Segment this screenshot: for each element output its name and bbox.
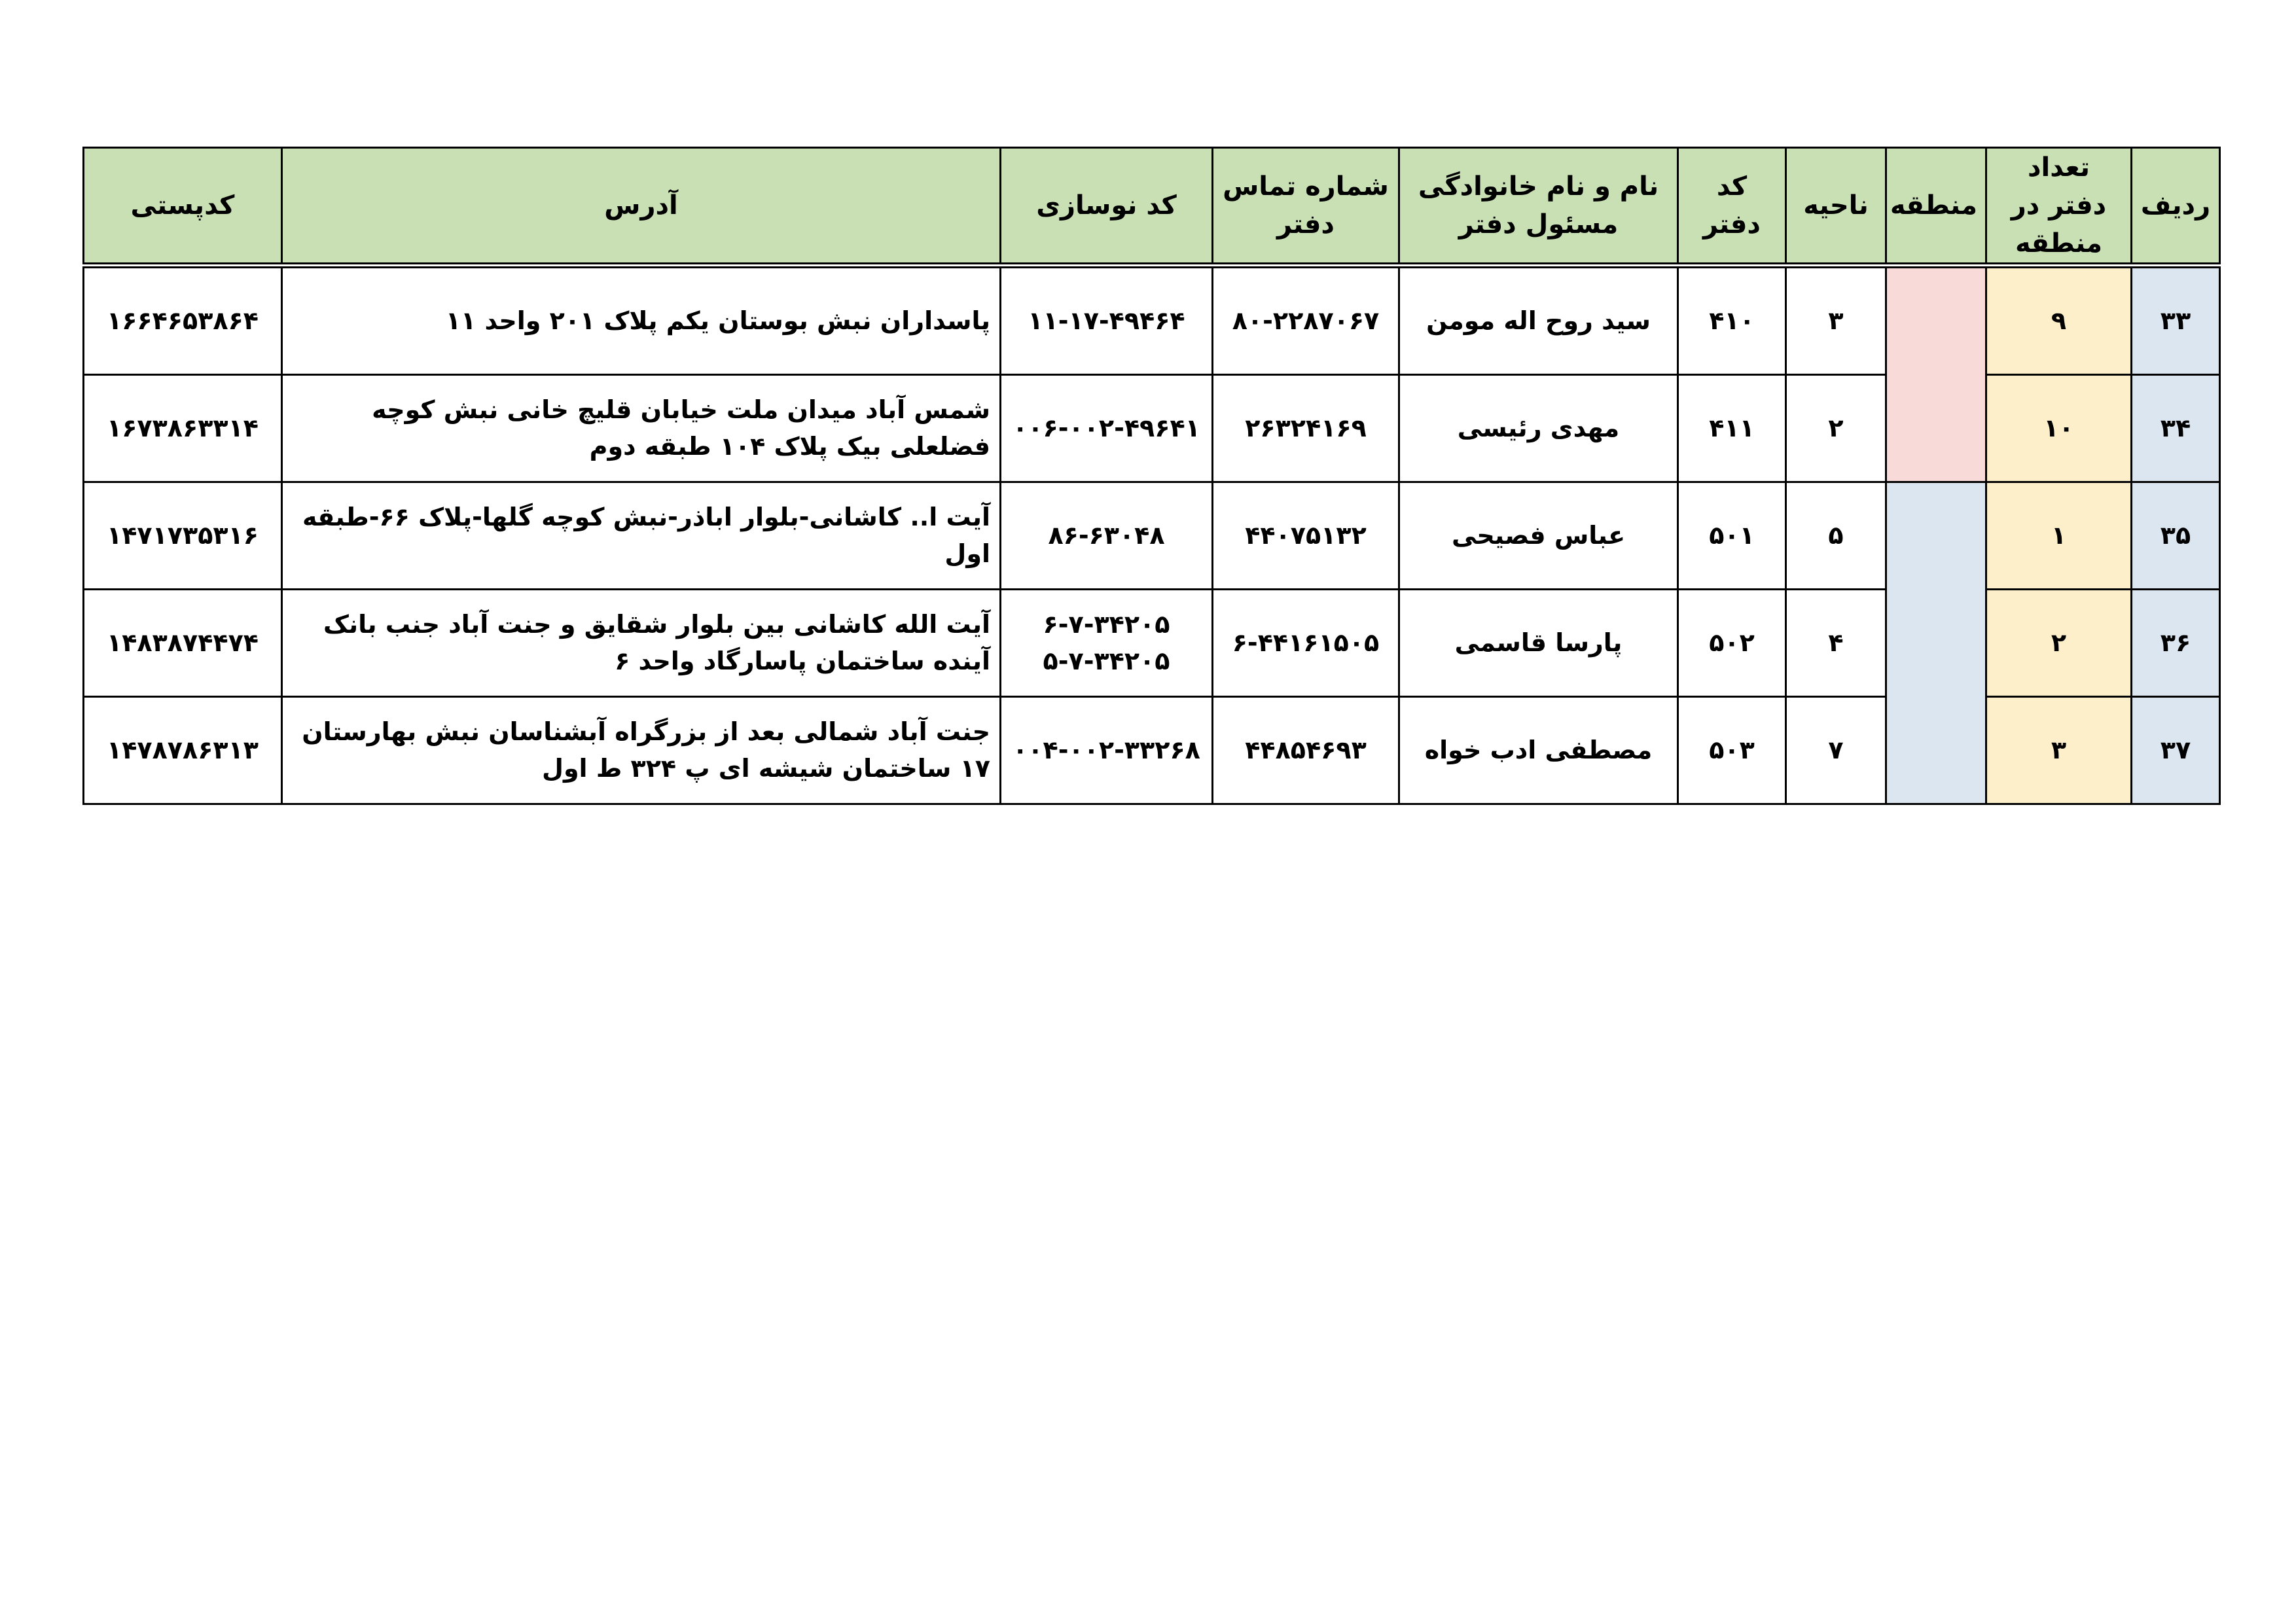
- row-number: ۳۶: [2132, 590, 2220, 697]
- header-renovation-code: کد نوسازی: [1001, 148, 1213, 266]
- row-number: ۳۷: [2132, 697, 2220, 804]
- office-count: ۱۰: [1986, 375, 2132, 482]
- phone-number: ۶-۴۴۱۶۱۵۰۵: [1213, 590, 1399, 697]
- office-count: ۹: [1986, 266, 2132, 375]
- zone-cell: [1886, 482, 1986, 804]
- phone-number: ۴۴۰۷۵۱۳۲: [1213, 482, 1399, 590]
- postal-code: ۱۴۷۱۷۳۵۳۱۶: [84, 482, 282, 590]
- district: ۵: [1786, 482, 1886, 590]
- office-code: ۴۱۰: [1678, 266, 1786, 375]
- office-code: ۵۰۳: [1678, 697, 1786, 804]
- renovation-code: ۰۰۴-۰۰۲-۳۳۲۶۸: [1001, 697, 1213, 804]
- office-code: ۵۰۱: [1678, 482, 1786, 590]
- district: ۴: [1786, 590, 1886, 697]
- address: آیت الله کاشانی بین بلوار شقایق و جنت آباد جنب بانک آینده ساختمان پاسارگاد واحد ۶: [282, 590, 1001, 697]
- address: جنت آباد شمالی بعد از بزرگراه آبشناسان نبش بهارستان ۱۷ ساختمان شیشه ای پ ۳۲۴ ط اول: [282, 697, 1001, 804]
- office-count: ۲: [1986, 590, 2132, 697]
- postal-code: ۱۴۸۳۸۷۴۴۷۴: [84, 590, 282, 697]
- header-office-code: کد دفتر: [1678, 148, 1786, 266]
- zone-cell: [1886, 266, 1986, 482]
- renovation-code: [1001, 590, 1213, 697]
- postal-code: ۱۶۶۴۶۵۳۸۶۴: [84, 266, 282, 375]
- phone-number: ۴۴۸۵۴۶۹۳: [1213, 697, 1399, 804]
- header-district: ناحیه: [1786, 148, 1886, 266]
- address: پاسداران نبش بوستان یکم پلاک ۲۰۱ واحد ۱۱: [282, 266, 1001, 375]
- renovation-code: ۸۶-۶۳۰۴۸: [1001, 482, 1213, 590]
- header-row-number: ردیف: [2132, 148, 2220, 266]
- header-postal-code: کدپستی: [84, 148, 282, 266]
- offices-table-container: [82, 147, 2219, 805]
- phone-number: ۸۰-۲۲۸۷۰۶۷: [1213, 266, 1399, 375]
- header-manager: نام و نام خانوادگی مسئول دفتر: [1399, 148, 1678, 266]
- manager-name: سید روح اله مومن: [1399, 266, 1678, 375]
- renovation-code-line: ۶-۷-۳۴۲۰۵: [1043, 610, 1170, 639]
- table-row: [84, 266, 2220, 375]
- district: ۲: [1786, 375, 1886, 482]
- office-count: ۳: [1986, 697, 2132, 804]
- manager-name: مهدی رئیسی: [1399, 375, 1678, 482]
- header-phone: شماره تماس دفتر: [1213, 148, 1399, 266]
- manager-name: عباس فصیحی: [1399, 482, 1678, 590]
- header-zone: منطقه: [1886, 148, 1986, 266]
- row-number: ۳۳: [2132, 266, 2220, 375]
- address: شمس آباد میدان ملت خیابان قلیچ خانی نبش کوچه فضلعلی بیک پلاک ۱۰۴ طبقه دوم: [282, 375, 1001, 482]
- office-code: ۵۰۲: [1678, 590, 1786, 697]
- postal-code: ۱۶۷۳۸۶۳۳۱۴: [84, 375, 282, 482]
- district: ۳: [1786, 266, 1886, 375]
- row-number: ۳۴: [2132, 375, 2220, 482]
- table-header-row: [84, 148, 2220, 266]
- renovation-code-line: ۵-۷-۳۴۲۰۵: [1043, 646, 1170, 675]
- district: ۷: [1786, 697, 1886, 804]
- header-office-count: تعداد دفتر در منطقه: [1986, 148, 2132, 266]
- table-row: [84, 482, 2220, 590]
- renovation-code: ۱۱-۱۷-۴۹۴۶۴: [1001, 266, 1213, 375]
- manager-name: پارسا قاسمی: [1399, 590, 1678, 697]
- office-count: ۱: [1986, 482, 2132, 590]
- row-number: ۳۵: [2132, 482, 2220, 590]
- offices-table: [82, 147, 2221, 805]
- phone-number: ۲۶۳۲۴۱۶۹: [1213, 375, 1399, 482]
- manager-name: مصطفی ادب خواه: [1399, 697, 1678, 804]
- header-address: آدرس: [282, 148, 1001, 266]
- address: آیت ا.. کاشانی-بلوار اباذر-نبش کوچه گلها-پلاک ۶۶-طبقه اول: [282, 482, 1001, 590]
- office-code: ۴۱۱: [1678, 375, 1786, 482]
- postal-code: ۱۴۷۸۷۸۶۳۱۳: [84, 697, 282, 804]
- renovation-code: ۰۰۶-۰۰۲-۴۹۶۴۱: [1001, 375, 1213, 482]
